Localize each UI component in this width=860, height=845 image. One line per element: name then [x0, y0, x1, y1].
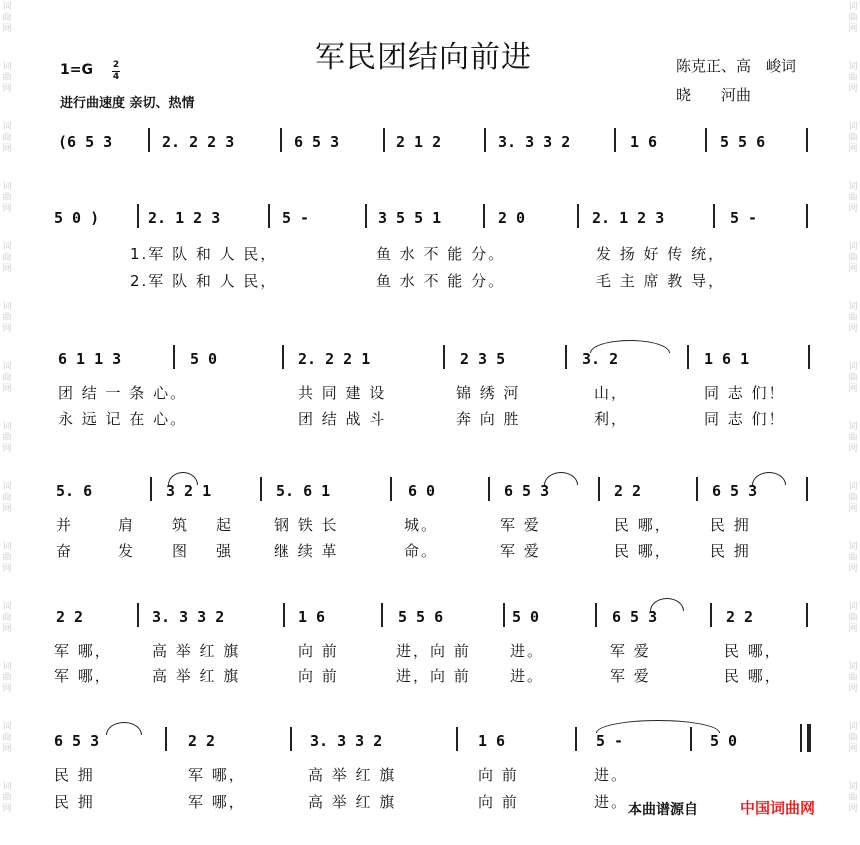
measure-notes: 2. 2 2 1 — [298, 350, 371, 368]
lyric-line: 向 前 — [478, 793, 519, 811]
watermark-text: 词曲网 — [848, 302, 858, 334]
key-signature: 1=G — [60, 62, 93, 78]
measure-notes: 6 5 3 — [504, 482, 550, 500]
measure-notes: 5. 6 1 — [276, 482, 331, 500]
barline — [806, 204, 808, 228]
barline — [806, 477, 808, 501]
left-watermark — [0, 0, 14, 845]
lyric-line: 同 志 们！ — [704, 410, 786, 428]
measure-notes: 1 6 — [630, 133, 658, 151]
lyric-line: 1.军 队 和 人 民， — [130, 245, 278, 263]
watermark-text: 词曲网 — [848, 2, 858, 34]
lyric-line: 民 哪， — [724, 667, 782, 685]
watermark-text: 词曲网 — [848, 782, 858, 814]
watermark-text: 词曲网 — [848, 122, 858, 154]
slur — [106, 722, 142, 735]
measure-notes: (6 5 3 — [58, 133, 113, 151]
measure-notes: 5 - — [596, 732, 624, 750]
lyric: 民 哪， — [614, 516, 672, 534]
lyric-line: 高 举 红 旗 — [308, 766, 397, 784]
lyric-line: 军 爱 — [610, 667, 651, 685]
watermark-text: 词曲网 — [848, 362, 858, 394]
measure-notes: 2. 2 2 3 — [162, 133, 235, 151]
measure-notes: 3 2 1 — [166, 482, 212, 500]
barline — [713, 204, 715, 228]
barline — [150, 477, 152, 501]
measure-notes: 2 2 — [56, 608, 84, 626]
barline — [283, 603, 285, 627]
lyric: 图 — [172, 542, 190, 560]
time-numerator: 2 — [112, 60, 120, 70]
barline — [687, 345, 689, 369]
site-brand-link[interactable]: 中国词曲网 — [740, 799, 816, 817]
lyric: 并 — [56, 516, 74, 534]
lyric-line: 高 举 红 旗 — [152, 667, 241, 685]
lyric: 钢 铁 长 — [274, 516, 339, 534]
lyric-line: 进，向 前 — [396, 667, 471, 685]
lyric: 继 续 革 — [274, 542, 339, 560]
lyric-line: 2.军 队 和 人 民， — [130, 272, 278, 290]
measure-notes: 5 5 6 — [720, 133, 766, 151]
lyric-line: 团 结 战 斗 — [298, 410, 387, 428]
lyric: 军 爱 — [500, 542, 541, 560]
barline — [690, 727, 692, 751]
barline — [165, 727, 167, 751]
song-title: 军民团结向前进 — [315, 40, 532, 75]
barline — [577, 204, 579, 228]
measure-notes: 1 6 — [478, 732, 506, 750]
lyric-line: 毛 主 席 教 导， — [596, 272, 726, 290]
lyric-line: 锦 绣 河 — [456, 384, 521, 402]
lyric: 起 — [216, 516, 234, 534]
lyric: 肩 — [118, 516, 136, 534]
lyric-line: 军 爱 — [610, 642, 651, 660]
lyric-line: 鱼 水 不 能 分。 — [376, 245, 506, 263]
measure-notes: 6 5 3 — [54, 732, 100, 750]
lyric-line: 高 举 红 旗 — [152, 642, 241, 660]
composer-credit: 晓 河曲 — [676, 86, 752, 104]
lyric-line: 军 哪， — [54, 642, 112, 660]
lyric-line: 奔 向 胜 — [456, 410, 521, 428]
barline — [806, 128, 808, 152]
barline — [173, 345, 175, 369]
lyric-line: 利， — [594, 410, 629, 428]
lyric-line: 军 哪， — [188, 793, 246, 811]
barline — [268, 204, 270, 228]
time-denominator: 4 — [112, 72, 120, 82]
barline — [280, 128, 282, 152]
measure-notes: 2. 1 2 3 — [148, 209, 221, 227]
measure-notes: 5 0 — [710, 732, 738, 750]
lyric: 民 拥 — [710, 516, 751, 534]
measure-notes: 3 5 5 1 — [378, 209, 442, 227]
measure-notes: 6 5 3 — [612, 608, 658, 626]
watermark-text: 词曲网 — [848, 542, 858, 574]
watermark-text: 词曲网 — [2, 242, 12, 274]
barline — [614, 128, 616, 152]
lyric-line: 军 哪， — [54, 667, 112, 685]
right-watermark — [846, 0, 860, 845]
barline — [282, 345, 284, 369]
barline — [484, 128, 486, 152]
barline — [443, 345, 445, 369]
measure-notes: 2 1 2 — [396, 133, 442, 151]
watermark-text: 词曲网 — [2, 62, 12, 94]
watermark-text: 词曲网 — [2, 782, 12, 814]
watermark-text: 词曲网 — [848, 422, 858, 454]
measure-notes: 5 0 — [190, 350, 218, 368]
watermark-text: 词曲网 — [848, 722, 858, 754]
lyric-line: 民 哪， — [724, 642, 782, 660]
lyric-line: 进。 — [594, 793, 629, 811]
measure-notes: 2 2 — [726, 608, 754, 626]
final-barline — [800, 724, 811, 752]
barline — [488, 477, 490, 501]
lyric-line: 共 同 建 设 — [298, 384, 387, 402]
measure-notes: 5 0 ) — [54, 209, 100, 227]
barline — [383, 128, 385, 152]
measure-notes: 5 0 — [512, 608, 540, 626]
measure-notes: 6 5 3 — [294, 133, 340, 151]
lyric: 发 — [118, 542, 136, 560]
barline — [565, 345, 567, 369]
barline — [710, 603, 712, 627]
watermark-text: 词曲网 — [848, 662, 858, 694]
measure-notes: 6 5 3 — [712, 482, 758, 500]
barline — [503, 603, 505, 627]
measure-notes: 1 6 1 — [704, 350, 750, 368]
barline — [381, 603, 383, 627]
lyric-line: 同 志 们！ — [704, 384, 786, 402]
source-note: 本曲谱源自 — [628, 802, 698, 818]
lyric-line: 民 拥 — [54, 793, 95, 811]
barline — [483, 204, 485, 228]
measure-notes: 6 0 — [408, 482, 436, 500]
lyric-line: 向 前 — [298, 667, 339, 685]
watermark-text: 词曲网 — [2, 422, 12, 454]
measure-notes: 3. 3 3 2 — [152, 608, 225, 626]
measure-notes: 1 6 — [298, 608, 326, 626]
watermark-text: 词曲网 — [848, 62, 858, 94]
measure-notes: 6 1 1 3 — [58, 350, 122, 368]
lyric-line: 山， — [594, 384, 629, 402]
lyric: 民 拥 — [710, 542, 751, 560]
watermark-text: 词曲网 — [2, 2, 12, 34]
measure-notes: 2 2 — [614, 482, 642, 500]
barline — [705, 128, 707, 152]
watermark-text: 词曲网 — [2, 482, 12, 514]
lyric: 民 哪， — [614, 542, 672, 560]
measure-notes: 5. 6 — [56, 482, 93, 500]
lyric: 命。 — [404, 542, 439, 560]
lyric-line: 进。 — [510, 667, 545, 685]
lyric-line: 发 扬 好 传 统， — [596, 245, 726, 263]
lyric-line: 进。 — [510, 642, 545, 660]
lyricist-credit: 陈克正、高 峻词 — [676, 57, 797, 75]
tempo-marking: 进行曲速度 亲切、热情 — [60, 96, 195, 111]
watermark-text: 词曲网 — [2, 602, 12, 634]
lyric-line: 向 前 — [478, 766, 519, 784]
lyric-line: 进。 — [594, 766, 629, 784]
watermark-text: 词曲网 — [2, 662, 12, 694]
lyric-line: 高 举 红 旗 — [308, 793, 397, 811]
lyric: 军 爱 — [500, 516, 541, 534]
barline — [456, 727, 458, 751]
watermark-text: 词曲网 — [848, 242, 858, 274]
barline — [575, 727, 577, 751]
lyric-line: 团 结 一 条 心。 — [58, 384, 188, 402]
barline — [806, 603, 808, 627]
barline — [390, 477, 392, 501]
measure-notes: 5 - — [282, 209, 310, 227]
watermark-text: 词曲网 — [2, 722, 12, 754]
measure-notes: 5 - — [730, 209, 758, 227]
watermark-text: 词曲网 — [2, 182, 12, 214]
barline — [137, 204, 139, 228]
measure-notes: 3. 3 3 2 — [310, 732, 383, 750]
watermark-text: 词曲网 — [2, 302, 12, 334]
lyric: 城。 — [404, 516, 439, 534]
measure-notes: 2 0 — [498, 209, 526, 227]
measure-notes: 5 5 6 — [398, 608, 444, 626]
barline — [137, 603, 139, 627]
watermark-text: 词曲网 — [2, 122, 12, 154]
lyric: 奋 — [56, 542, 74, 560]
barline — [696, 477, 698, 501]
measure-notes: 3. 3 3 2 — [498, 133, 571, 151]
lyric-line: 进，向 前 — [396, 642, 471, 660]
lyric-line: 向 前 — [298, 642, 339, 660]
measure-notes: 2. 1 2 3 — [592, 209, 665, 227]
barline — [598, 477, 600, 501]
lyric-line: 民 拥 — [54, 766, 95, 784]
barline — [290, 727, 292, 751]
measure-notes: 3. 2 — [582, 350, 619, 368]
lyric-line: 军 哪， — [188, 766, 246, 784]
measure-notes: 2 2 — [188, 732, 216, 750]
measure-notes: 2 3 5 — [460, 350, 506, 368]
watermark-text: 词曲网 — [2, 362, 12, 394]
watermark-text: 词曲网 — [848, 482, 858, 514]
lyric-line: 鱼 水 不 能 分。 — [376, 272, 506, 290]
barline — [595, 603, 597, 627]
barline — [808, 345, 810, 369]
watermark-text: 词曲网 — [848, 602, 858, 634]
lyric-line: 永 远 记 在 心。 — [58, 410, 188, 428]
watermark-text: 词曲网 — [848, 182, 858, 214]
lyric: 强 — [216, 542, 234, 560]
watermark-text: 词曲网 — [2, 542, 12, 574]
lyric: 筑 — [172, 516, 190, 534]
barline — [148, 128, 150, 152]
barline — [365, 204, 367, 228]
time-signature — [112, 61, 120, 82]
barline — [260, 477, 262, 501]
